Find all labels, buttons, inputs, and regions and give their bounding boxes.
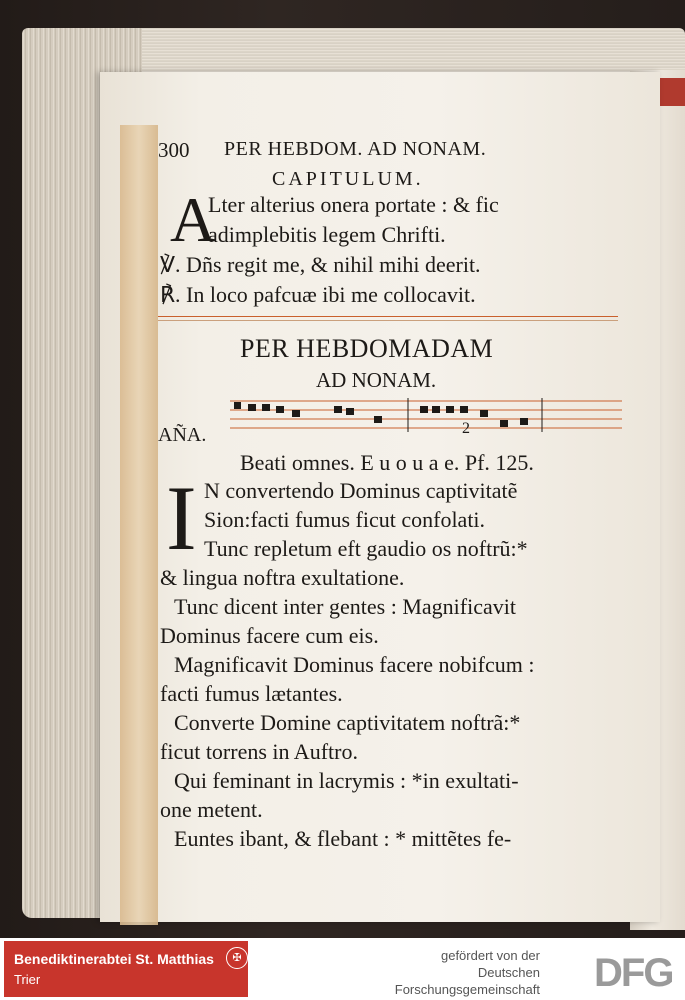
abbey-seal-icon: ✠ [226,947,248,969]
psalm-line: Converte Domine captivitatem noftrã:* [174,710,521,735]
antiphon-label: AÑA. [158,424,207,446]
psalm-line: facti fumus lætantes. [160,681,343,706]
library-badge[interactable] [4,941,248,997]
drop-initial-i: I [166,467,197,569]
antiphon-text: Beati omnes. E u o u a e. Pf. 125. [240,450,534,475]
dfg-logo[interactable] [590,944,682,996]
funding-line-1: gefördert von der [440,948,540,963]
paper-stub [120,125,158,925]
psalm-line: Dominus facere cum eis. [160,623,379,648]
section-subtitle: AD NONAM. [316,368,437,392]
page-number: 300 [158,138,190,162]
library-name: Benediktinerabtei St. Matthias [14,951,214,967]
psalm-line: Tunc repletum eft gaudio os noftrũ:* [204,536,528,561]
psalm-line: & lingua noftra exultatione. [160,565,405,590]
psalm-line: Qui feminant in lacrymis : *in exultati- [174,768,519,793]
divider-rule [158,316,618,317]
funding-note [330,947,620,998]
drop-initial-a: A [170,184,217,255]
versicle: ℣. Dñs regit me, & nihil mihi deerit. [160,252,481,277]
psalm-line: Magnificavit Dominus facere nobifcum : [174,652,535,677]
psalm-line: one metent. [160,797,263,822]
divider-rule [158,320,618,321]
capitulum-line: adimplebitis legem Chrifti. [208,222,446,247]
mode-number: 2 [462,420,470,434]
capitulum-heading: CAPITULUM. [272,168,424,190]
psalm-line: N convertendo Dominus captivitatẽ [204,478,518,503]
footer-bar [0,938,685,1000]
capitulum-line: Lter alterius onera portate : & fic [208,192,499,217]
library-city: Trier [14,972,41,987]
funding-line-2: Deutschen Forschungsgemeinschaft [394,965,540,997]
section-title: PER HEBDOMADAM [240,334,494,363]
psalm-line: Euntes ibant, & flebant : * mittẽtes fe- [174,826,512,851]
psalm-line: ficut torrens in Auftro. [160,739,358,764]
psalm-line: Tunc dicent inter gentes : Magnificavit [174,594,516,619]
running-head: PER HEBDOM. AD NONAM. [224,138,487,160]
dfg-logo-text: DFG [594,951,673,995]
response: ℟. In loco pafcuæ ibi me collocavit. [160,282,476,307]
psalm-line: Sion:facti fumus ficut confolati. [204,507,486,532]
neumes [234,402,528,427]
chant-staff [230,396,622,434]
